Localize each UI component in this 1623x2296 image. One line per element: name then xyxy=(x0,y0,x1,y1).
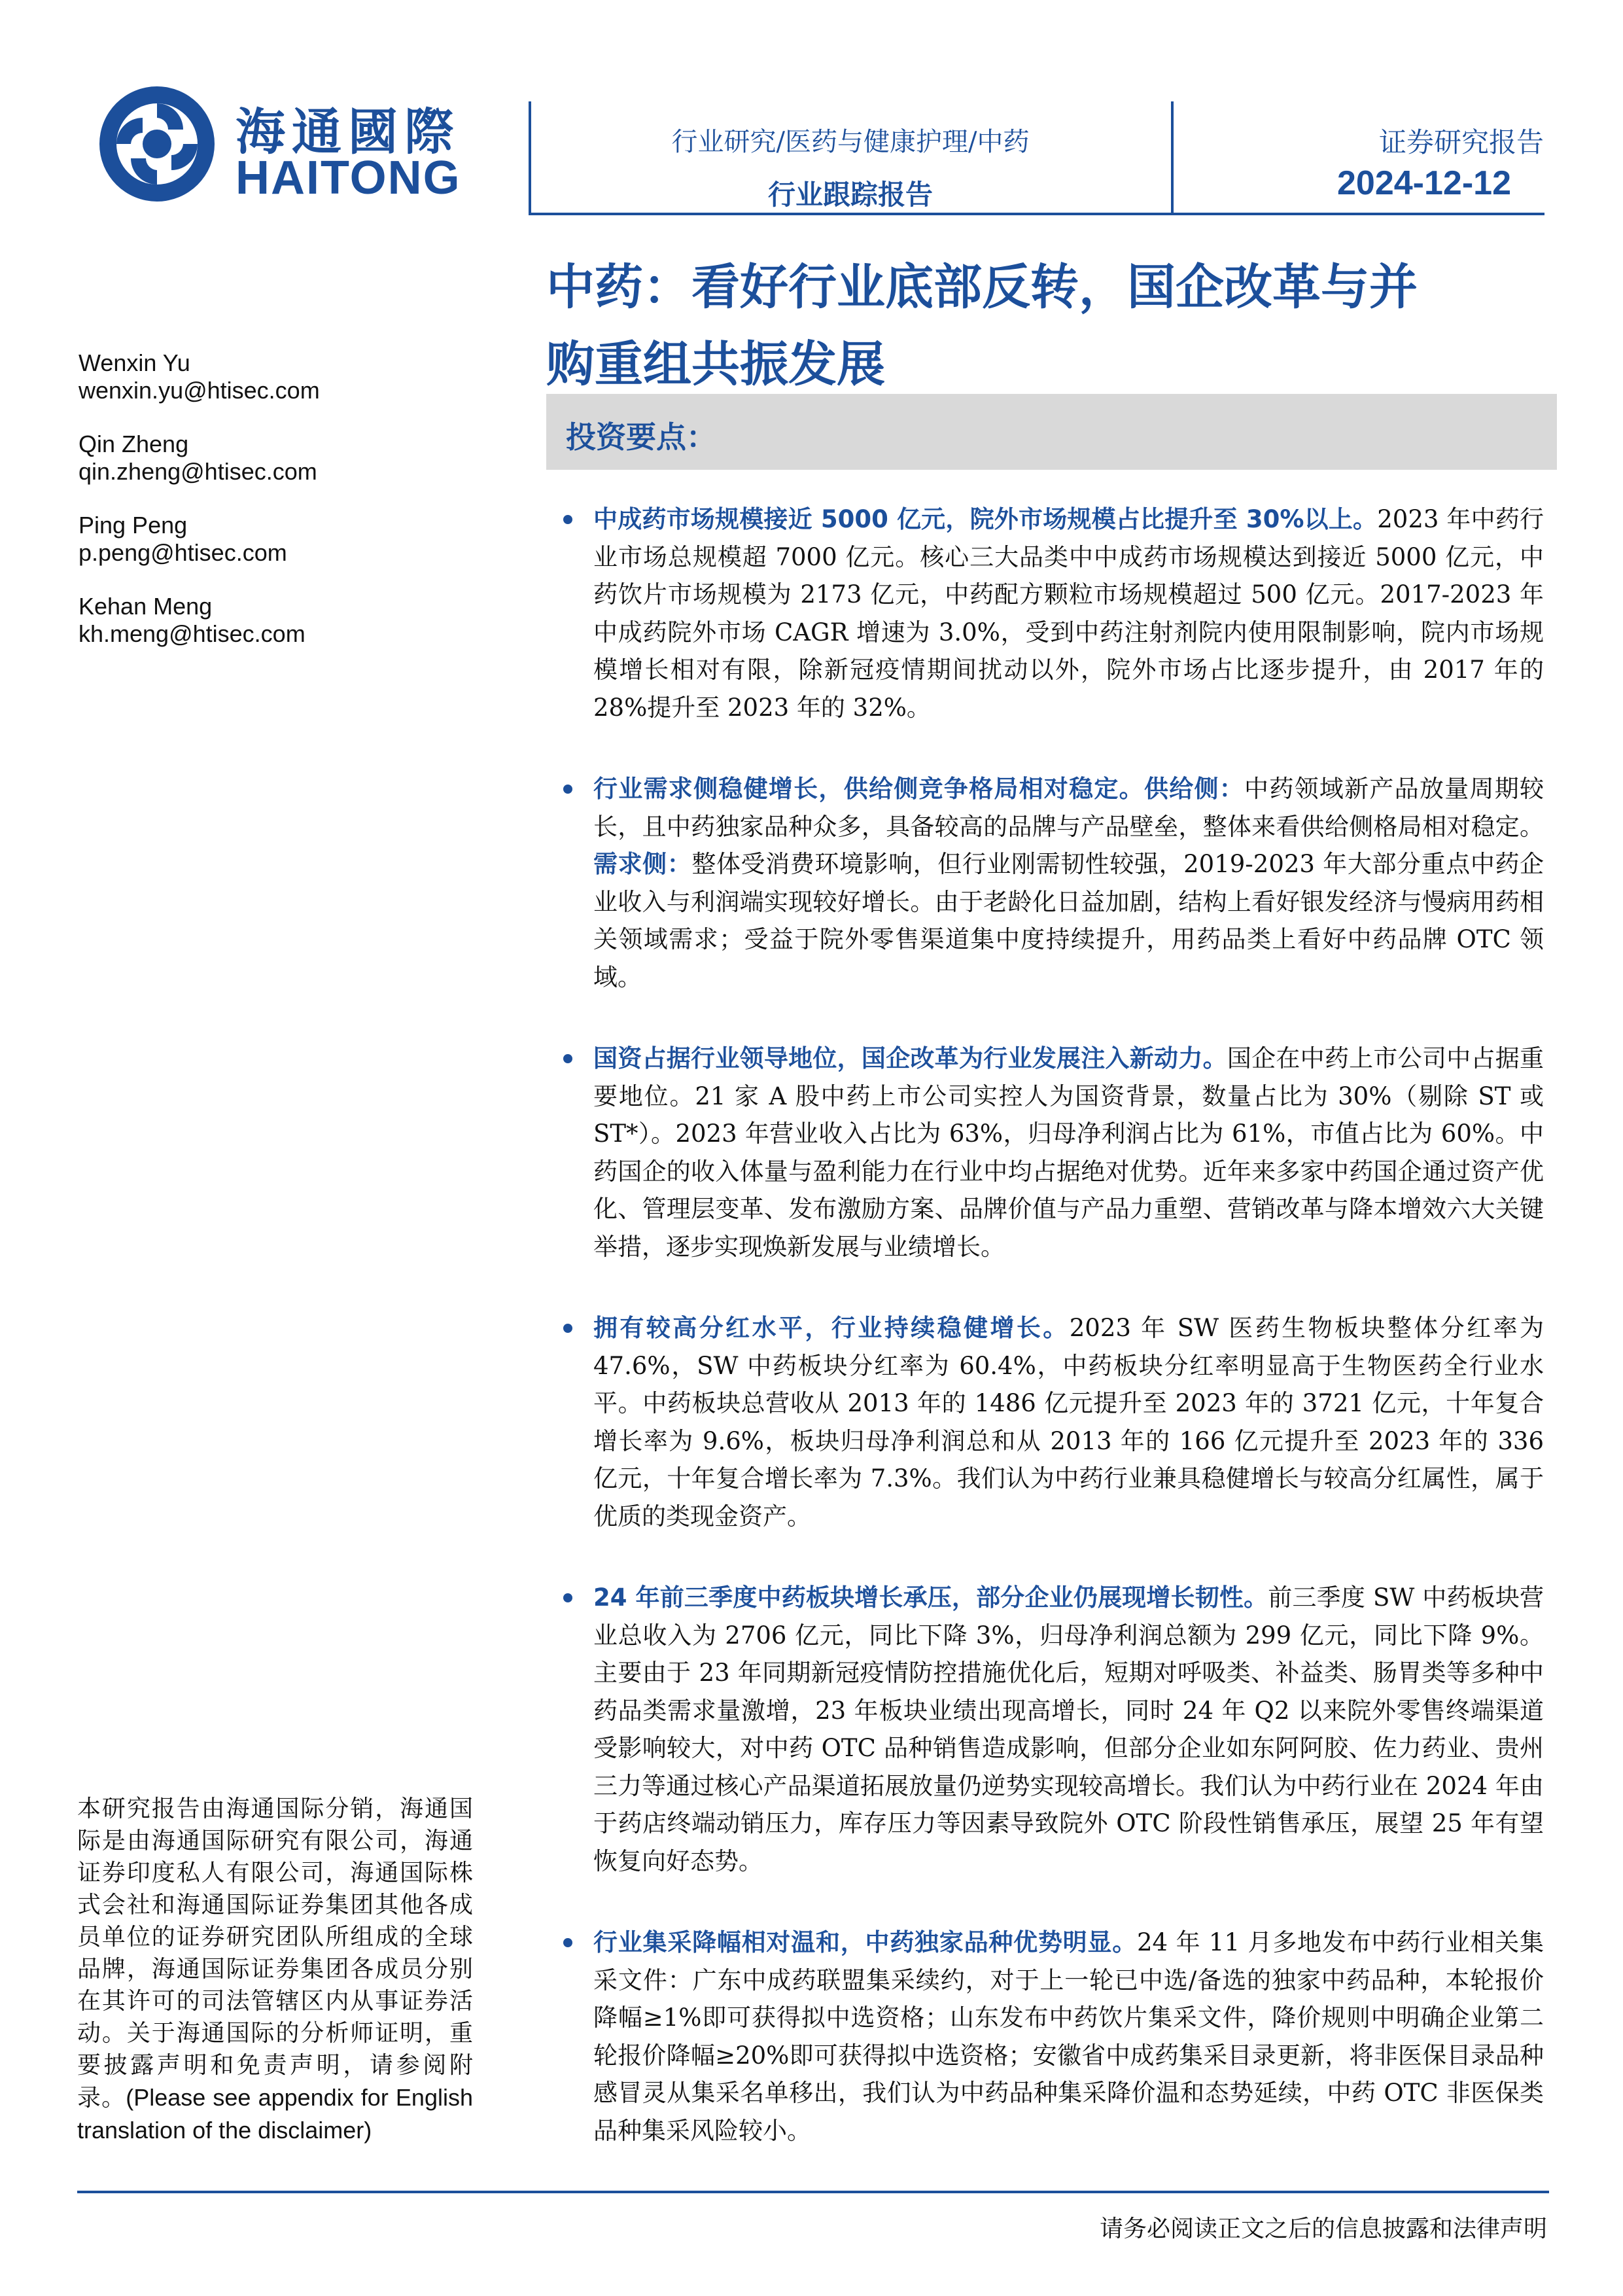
highlight-body: 前三季度 SW 中药板块营业总收入为 2706 亿元，同比下降 3%，归母净利润总额为 299 亿元，同比下降 9%。主要由于 23 年同期新冠疫情防控措施优化后，短期对呼吸类、补益类、肠胃类等多种中药品类需求量激增，23 年板块业绩出现高增长，同时 24 年 Q2 以来院外零售终端渠道受影响较大，对中药 OTC 品种销售造成影响，但部分企业如东阿阿胶、佐力药业、贵州三力等通过核心产品渠道拓展放量仍逆势实现较高增长。我们认为中药行业在 2024 年由于药店终端动销压力，库存压力等因素导致院外 OTC 阶段性销售承压，展望 25 年有望恢复向好态势。 xyxy=(593,1583,1544,1875)
analyst xyxy=(79,512,445,567)
disclaimer-cn: 本研究报告由海通国际分销，海通国际是由海通国际研究有限公司，海通证券印度私人有限公司，海通国际株式会社和海通国际证券集团其他各成员单位的证券研究团队所组成的全球品牌，海通国际证券集团各成员分别在其许可的司法管辖区内从事证券活动。关于海通国际的分析师证明，重要披露声明和免责声明，请参阅附录。 xyxy=(77,1795,473,2111)
haitong-emblem-icon xyxy=(95,82,219,206)
analyst xyxy=(79,350,445,405)
bullet-dot-icon xyxy=(563,1938,572,1947)
footer-rule xyxy=(77,2191,1549,2193)
bullet-dot-icon xyxy=(563,785,572,794)
analyst-name: Ping Peng xyxy=(79,512,188,539)
highlight-subheading: 需求侧： xyxy=(593,850,692,878)
title-line-1: 中药：看好行业底部反转，国企改革与并 xyxy=(546,259,1418,315)
title-line-2: 购重组共振发展 xyxy=(546,336,885,393)
footer-note: 请务必阅读正文之后的信息披露和法律声明 xyxy=(1099,2216,1547,2242)
analyst-name: Wenxin Yu xyxy=(79,349,190,376)
brand-name-en: HAITONG xyxy=(236,152,461,204)
investment-highlights xyxy=(559,501,1544,2193)
highlight-body: 整体受消费环境影响，但行业刚需韧性较强，2019-2023 年大部分重点中药企业收入与利润端实现较好增长。由于老龄化日益加剧，结构上看好银发经济与慢病用药相关领域需求；受益于院外零售渠道集中度持续提升，用药品类上看好中药品牌 OTC 领域。 xyxy=(593,850,1544,991)
highlight-item xyxy=(559,501,1544,726)
disclaimer-en: (Please see appendix for English translation of the disclaimer) xyxy=(77,2084,473,2144)
bullet-dot-icon xyxy=(563,1324,572,1333)
analyst-email[interactable]: wenxin.yu@htisec.com xyxy=(79,377,320,404)
highlight-heading: 中成药市场规模接近 5000 亿元，院外市场规模占比提升至 30%以上。 xyxy=(593,505,1378,533)
bullet-dot-icon xyxy=(563,515,572,524)
bullet-dot-icon xyxy=(563,1054,572,1063)
highlight-body: 国企在中药上市公司中占据重要地位。21 家 A 股中药上市公司实控人为国资背景，数量占比为 30%（剔除 ST 或 ST*）。2023 年营业收入占比为 63%，归母净利润占比为 61%，市值占比为 60%。中药国企的收入体量与盈利能力在行业中均占据绝对优势。近年来多家中药国企通过资产优化、管理层变革、发布激励方案、品牌价值与产品力重塑、营销改革与降本增效六大关键举措，逐步实现焕新发展与业绩增长。 xyxy=(593,1044,1544,1261)
haitong-logo xyxy=(95,82,487,206)
analyst-email[interactable]: qin.zheng@htisec.com xyxy=(79,458,317,485)
highlight-item xyxy=(559,1579,1544,1880)
header-divider-left xyxy=(529,101,531,213)
section-title: 投资要点： xyxy=(566,419,716,455)
report-type: 行业跟踪报告 xyxy=(767,179,933,211)
highlight-body: 中药领域新产品放量周期较长，且中药独家品种众多，具备较高的品牌与产品壁垒，整体来看供给侧格局相对稳定。 xyxy=(593,775,1544,841)
analyst-email[interactable]: kh.meng@htisec.com xyxy=(79,620,305,647)
highlight-heading: 行业集采降幅相对温和，中药独家品种优势明显。 xyxy=(593,1928,1137,1956)
highlight-heading: 拥有较高分红水平，行业持续稳健增长。 xyxy=(593,1314,1070,1342)
bullet-dot-icon xyxy=(563,1593,572,1602)
brand-name-cn: 海通國際 xyxy=(236,103,461,161)
report-kind: 证券研究报告 xyxy=(1378,126,1544,158)
header-rule xyxy=(529,213,1544,215)
highlight-heading: 行业需求侧稳健增长，供给侧竞争格局相对稳定。 xyxy=(593,775,1144,803)
highlight-body: 24 年 11 月多地发布中药行业相关集采文件：广东中成药联盟集采续约，对于上一轮已中选/备选的独家中药品种，本轮报价降幅≥1%即可获得拟中选资格；山东发布中药饮片集采文件，降价规则中明确企业第二轮报价降幅≥20%即可获得拟中选资格；安徽省中成药集采目录更新，将非医保目录品种感冒灵从集采名单移出，我们认为中药品种集采降价温和态势延续，中药 OTC 非医保类品种集采风险较小。 xyxy=(593,1928,1544,2145)
analyst-list xyxy=(79,350,445,675)
highlight-heading: 国资占据行业领导地位，国企改革为行业发展注入新动力。 xyxy=(593,1044,1227,1072)
page-title xyxy=(546,249,1573,403)
report-categories: 行业研究/医药与健康护理/中药 xyxy=(671,127,1030,157)
highlight-item xyxy=(559,770,1544,996)
analyst-name: Qin Zheng xyxy=(79,431,189,457)
highlight-body: 2023 年 SW 医药生物板块整体分红率为 47.6%，SW 中药板块分红率为 60.4%，中药板块分红率明显高于生物医药全行业水平。中药板块总营收从 2013 年的 1486 亿元提升至 2023 年的 3721 亿元，十年复合增长率为 9.6%，板块归母净利润总和从 2013 年的 166 亿元提升至 2023 年的 336 亿元，十年复合增长率为 7.3%。我们认为中药行业兼具稳健增长与较高分红属性，属于优质的类现金资产。 xyxy=(593,1314,1544,1530)
highlight-item xyxy=(559,1309,1544,1535)
analyst xyxy=(79,431,445,486)
header-divider-right xyxy=(1171,101,1174,213)
highlight-item xyxy=(559,1924,1544,2149)
highlight-subheading: 供给侧： xyxy=(1143,775,1245,803)
distribution-disclaimer xyxy=(77,1793,473,2147)
highlight-heading: 24 年前三季度中药板块增长承压，部分企业仍展现增长韧性。 xyxy=(593,1583,1268,1612)
highlight-body: 2023 年中药行业市场总规模超 7000 亿元。核心三大品类中中成药市场规模达到接近 5000 亿元，中药饮片市场规模为 2173 亿元，中药配方颗粒市场规模超过 500 亿元。2017-2023 年中成药院外市场 CAGR 增速为 3.0%，受到中药注射剂院内使用限制影响，院内市场规模增长相对有限，除新冠疫情期间扰动以外，院外市场占比逐步提升，由 2017 年的 28%提升至 2023 年的 32%。 xyxy=(593,505,1544,722)
highlight-item xyxy=(559,1040,1544,1265)
analyst-name: Kehan Meng xyxy=(79,593,213,620)
analyst-email[interactable]: p.peng@htisec.com xyxy=(79,539,287,566)
analyst xyxy=(79,593,445,648)
report-date: 2024-12-12 xyxy=(1337,164,1511,202)
